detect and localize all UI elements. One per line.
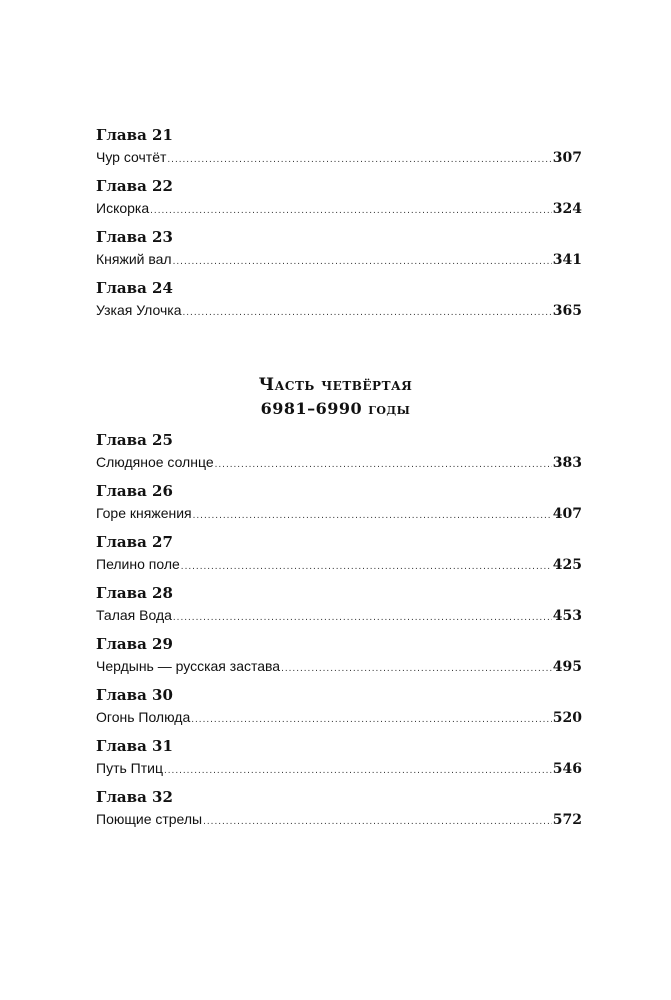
chapter-number: Глава 26 xyxy=(96,482,173,500)
chapter-title: Горе княжения xyxy=(96,505,192,521)
chapter-title: Поющие стрелы xyxy=(96,811,203,827)
chapter-number: Глава 23 xyxy=(96,228,173,246)
dot-leader xyxy=(181,558,552,576)
toc-group-part-four xyxy=(96,430,582,838)
toc-entry-chapter-26 xyxy=(96,481,582,532)
dot-leader xyxy=(193,507,552,525)
page-number: 520 xyxy=(552,710,582,726)
toc-line xyxy=(96,148,582,166)
page-number: 324 xyxy=(552,201,582,217)
toc-entry-chapter-30 xyxy=(96,685,582,736)
toc-line xyxy=(96,606,582,624)
chapter-title: Чердынь — русская застава xyxy=(96,658,281,674)
toc-line xyxy=(96,453,582,471)
chapter-title: Огонь Полюда xyxy=(96,709,191,725)
chapter-number: Глава 30 xyxy=(96,686,173,704)
chapter-number: Глава 25 xyxy=(96,431,173,449)
toc-line xyxy=(96,555,582,573)
toc-entry-chapter-28 xyxy=(96,583,582,634)
toc-group-part-three-end xyxy=(96,125,582,329)
chapter-title: Узкая Улочка xyxy=(96,302,182,318)
toc-line xyxy=(96,301,582,319)
dot-leader xyxy=(183,304,552,322)
toc-line xyxy=(96,504,582,522)
part-four-years: 6981–6990 годы xyxy=(260,399,411,418)
chapter-title: Искорка xyxy=(96,200,150,216)
dot-leader xyxy=(150,202,552,220)
page-number: 572 xyxy=(552,812,582,828)
toc-entry-chapter-31 xyxy=(96,736,582,787)
dot-leader xyxy=(167,151,551,169)
dot-leader xyxy=(281,660,552,678)
chapter-number: Глава 28 xyxy=(96,584,173,602)
toc-line xyxy=(96,657,582,675)
page-number: 495 xyxy=(552,659,582,675)
toc-entry-chapter-24 xyxy=(96,278,582,329)
toc-entry-chapter-23 xyxy=(96,227,582,278)
toc-line xyxy=(96,810,582,828)
chapter-number: Глава 32 xyxy=(96,788,173,806)
page-number: 453 xyxy=(552,608,582,624)
chapter-title: Чур сочтёт xyxy=(96,149,167,165)
page-number: 341 xyxy=(552,252,582,268)
chapter-number: Глава 22 xyxy=(96,177,173,195)
page-number: 383 xyxy=(552,455,582,471)
toc-entry-chapter-25 xyxy=(96,430,582,481)
page-number: 365 xyxy=(552,303,582,319)
toc-entry-chapter-21 xyxy=(96,125,582,176)
toc-line xyxy=(96,199,582,217)
chapter-title: Талая Вода xyxy=(96,607,172,623)
chapter-number: Глава 21 xyxy=(96,126,173,144)
dot-leader xyxy=(215,456,552,474)
dot-leader xyxy=(203,813,552,831)
chapter-number: Глава 31 xyxy=(96,737,173,755)
chapter-number: Глава 29 xyxy=(96,635,173,653)
dot-leader xyxy=(173,609,552,627)
toc-entry-chapter-27 xyxy=(96,532,582,583)
chapter-title: Путь Птиц xyxy=(96,760,163,776)
toc-entry-chapter-22 xyxy=(96,176,582,227)
chapter-number: Глава 24 xyxy=(96,279,173,297)
dot-leader xyxy=(191,711,552,729)
page-number: 407 xyxy=(552,506,582,522)
page-number: 307 xyxy=(552,150,582,166)
page-number: 546 xyxy=(552,761,582,777)
chapter-title: Пелино поле xyxy=(96,556,180,572)
toc-line xyxy=(96,708,582,726)
part-four-title: Часть четвёртая xyxy=(258,375,413,395)
toc-entry-chapter-32 xyxy=(96,787,582,838)
page-number: 425 xyxy=(552,557,582,573)
toc-line xyxy=(96,759,582,777)
chapter-number: Глава 27 xyxy=(96,533,173,551)
toc-entry-chapter-29 xyxy=(96,634,582,685)
chapter-title: Слюдяное солнце xyxy=(96,454,214,470)
dot-leader xyxy=(164,762,552,780)
dot-leader xyxy=(173,253,552,271)
chapter-title: Княжий вал xyxy=(96,251,172,267)
toc-line xyxy=(96,250,582,268)
